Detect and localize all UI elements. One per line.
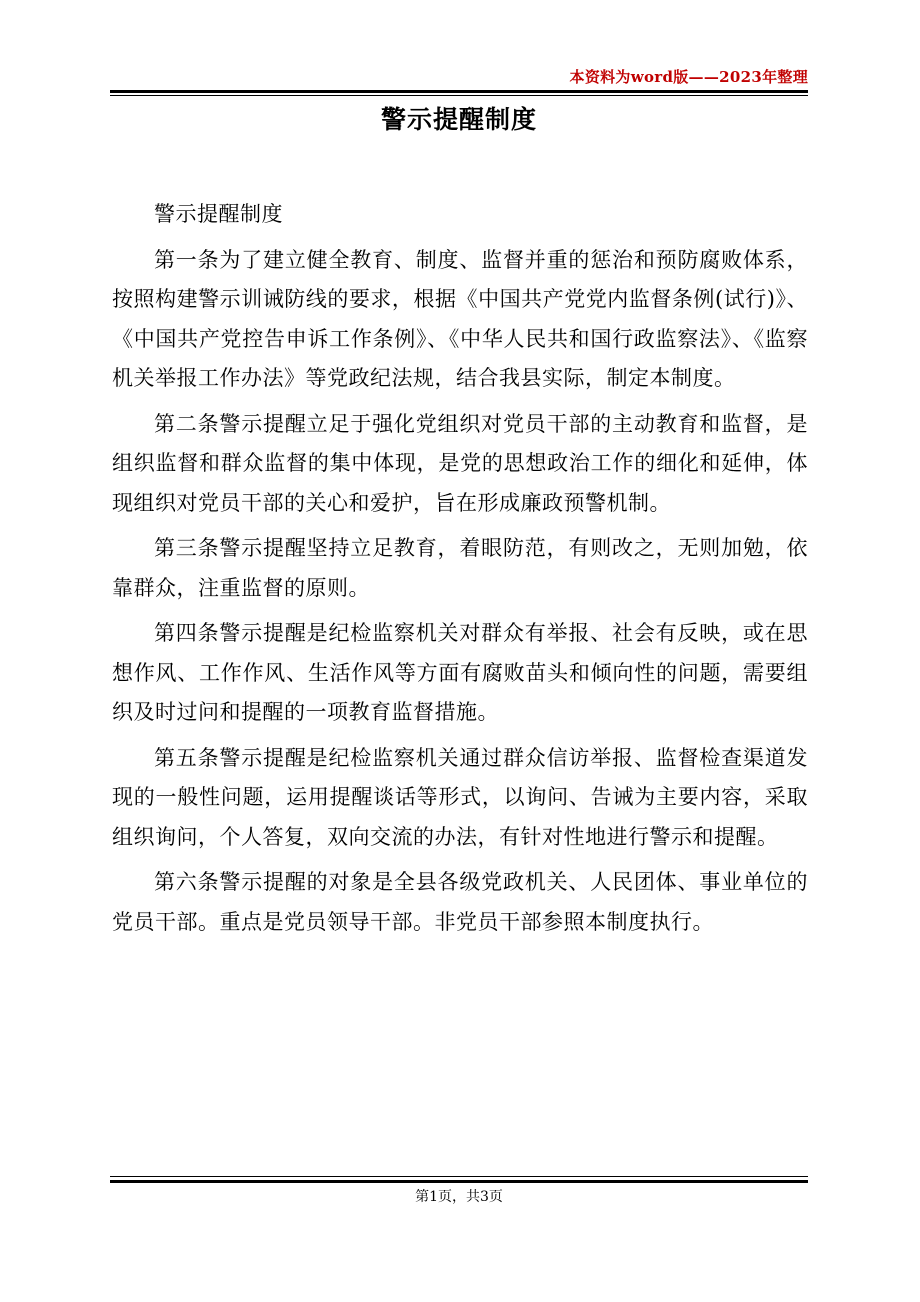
header-note: 本资料为word版——2023年整理 xyxy=(569,68,808,86)
document-body xyxy=(112,195,808,948)
paragraph: 第四条警示提醒是纪检监察机关对群众有举报、社会有反映，或在思想作风、工作作风、生活作风等方面有腐败苗头和倾向性的问题，需要组织及时过问和提醒的一项教育监督措施。 xyxy=(112,621,808,724)
paragraph: 第一条为了建立健全教育、制度、监督并重的惩治和预防腐败体系，按照构建警示训诫防线的要求，根据《中国共产党党内监督条例(试行)》、《中国共产党控告申诉工作条例》、《中华人民共和国行政监察法》、《监察机关举报工作办法》等党政纪法规，结合我县实际，制定本制度。 xyxy=(112,247,808,390)
paragraph: 第六条警示提醒的对象是全县各级党政机关、人民团体、事业单位的党员干部。重点是党员领导干部。非党员干部参照本制度执行。 xyxy=(112,870,808,934)
footer-rule-thin xyxy=(110,1176,808,1177)
header-rule-thin xyxy=(110,95,808,96)
paragraph: 警示提醒制度 xyxy=(154,202,283,226)
paragraph: 第三条警示提醒坚持立足教育，着眼防范，有则改之，无则加勉，依靠群众，注重监督的原则。 xyxy=(112,536,808,600)
paragraph: 第二条警示提醒立足于强化党组织对党员干部的主动教育和监督，是组织监督和群众监督的集中体现，是党的思想政治工作的细化和延伸，体现组织对党员干部的关心和爱护，旨在形成廉政预警机制。 xyxy=(112,411,808,515)
footer-rule-thick xyxy=(110,1180,808,1183)
paragraph: 第五条警示提醒是纪检监察机关通过群众信访举报、监督检查渠道发现的一般性问题，运用提醒谈话等形式，以询问、告诫为主要内容，采取组织询问，个人答复，双向交流的办法，有针对性地进行警示和提醒。 xyxy=(112,745,808,849)
header-rule-thick xyxy=(110,90,808,93)
document-title: 警示提醒制度 xyxy=(380,105,537,134)
page-number: 第1页，共3页 xyxy=(415,1189,503,1205)
